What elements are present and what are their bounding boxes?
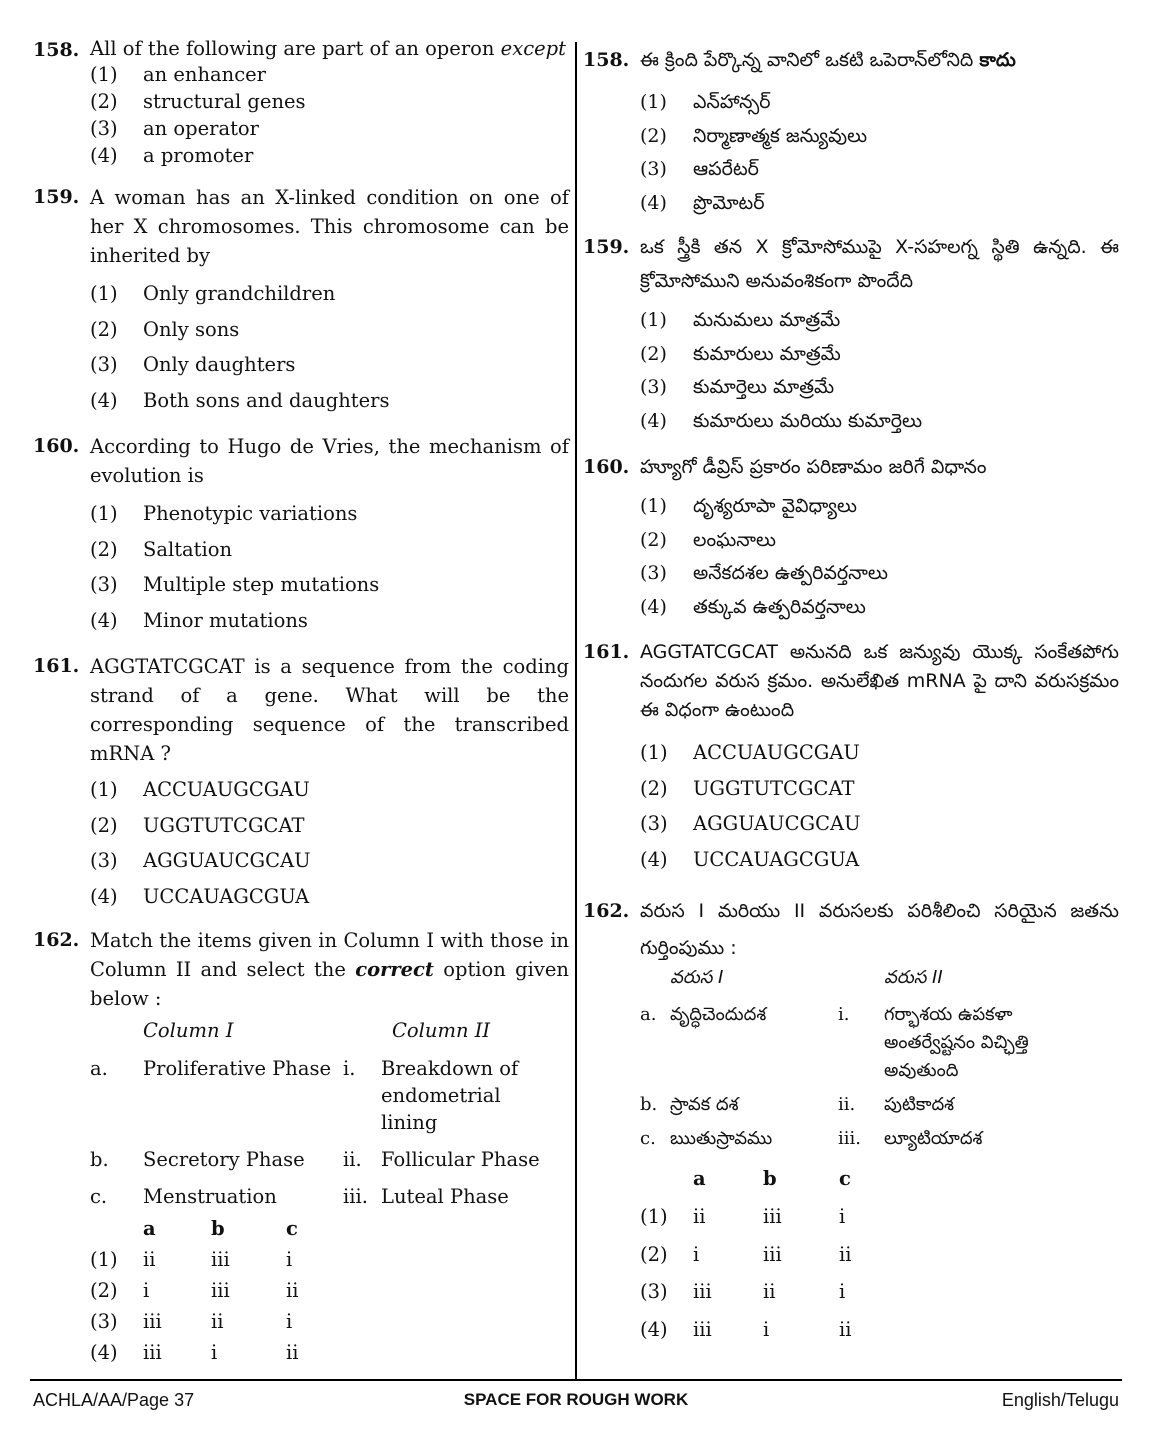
- emphasis: except: [500, 37, 566, 60]
- column-divider: [575, 42, 577, 1380]
- option: (2) Only sons: [90, 317, 240, 341]
- question-text: AGGTATCGCAT అనునది ఒక జన్యువు యొక్క సంకేతపోగు నందుగల వరుస క్రమం. అనులేఖిత mRNA పై దాని వరుసక్రమం ఈ విధంగా ఉంటుంది: [640, 641, 1119, 721]
- option: (1) Phenotypic variations: [90, 502, 358, 525]
- option: (4) UCCAUAGCGUA: [90, 884, 310, 908]
- option: (3) కుమార్తెలు మాత్రమే: [640, 376, 835, 398]
- option: (2) నిర్మాణాత్మక జన్యువులు: [640, 124, 868, 147]
- question-text: వరుస I మరియు II వరుసలకు పరిశీలించి సరియైన జతను గుర్తింపుము :: [640, 900, 1119, 959]
- footer-rule: [30, 1379, 1122, 1381]
- question-159: [33, 183, 569, 418]
- question-text: According to Hugo de Vries, the mechanism of evolution is: [90, 435, 569, 487]
- option: (4) a promoter: [90, 144, 254, 167]
- emphasis: correct: [355, 958, 434, 981]
- question-159-telugu: [583, 230, 1119, 438]
- answer-option: (2) i iii ii: [640, 1242, 852, 1266]
- question-number: 161.: [583, 641, 630, 663]
- telugu-column: [583, 36, 1119, 1355]
- option: (4) కుమారులు మరియు కుమార్తెలు: [640, 409, 923, 432]
- question-text: ఒక స్త్రీకి తన X క్రోమోసోముపై X-సహలగ్న స్థితి ఉన్నది. ఈ క్రోమోసోముని అనువంశికంగా పొందేది: [640, 236, 1119, 292]
- option: (3) AGGUAUCGCAU: [640, 812, 861, 835]
- question-number: 158.: [583, 49, 630, 71]
- match-table: [90, 1019, 541, 1217]
- option: (2) structural genes: [90, 90, 306, 113]
- option: (3) ఆపరేటర్: [640, 158, 759, 180]
- option: (4) ప్రొమోటర్: [640, 191, 765, 214]
- question-text: Match the items given in Column I with those in Column II and select the correct option given below :: [90, 929, 569, 1010]
- match-row: a. Proliferative Phase i. Breakdown of endometrial lining: [90, 1057, 519, 1134]
- option: (2) లంఘనాలు: [640, 528, 776, 551]
- question-text: హ్యూగో డీవ్రిస్ ప్రకారం పరిణామం జరిగే విధానం: [640, 456, 987, 478]
- option: (3) Only daughters: [90, 353, 296, 376]
- question-number: 162.: [583, 900, 630, 922]
- question-number: 160.: [33, 435, 80, 457]
- match-row: b. స్రావక దశ ii. పుటికాదశ: [640, 1094, 955, 1115]
- column-1-header: Column I: [143, 1019, 234, 1042]
- question-162-telugu: [583, 893, 1119, 1355]
- column-2-header: వరుస II: [884, 967, 943, 988]
- answer-table: a b c (1) ii iii i (2) i iii ii (3) iii ii i (4) iii i ii: [90, 1217, 298, 1372]
- question-162: [33, 926, 569, 1372]
- question-number: 160.: [583, 456, 630, 478]
- option: (1) an enhancer: [90, 63, 267, 86]
- option: (2) UGGTUTCGCAT: [640, 776, 855, 800]
- answer-option: (3) iii ii i: [90, 1310, 293, 1333]
- column-1-header: వరుస I: [670, 967, 724, 988]
- question-text: All of the following are part of an operon except: [90, 37, 566, 60]
- question-text: AGGTATCGCAT is a sequence from the coding strand of a gene. What will be the corresponding sequence of the transcribed mRNA ?: [90, 655, 569, 765]
- option: (1) దృశ్యరూపా వైవిధ్యాలు: [640, 495, 857, 517]
- question-text: ఈ క్రింది పేర్కొన్న వానిలో ఒకటి ఒపెరాన్‌లోనిది కాదు: [640, 49, 1016, 71]
- language-label: English/Telugu: [1001, 1390, 1119, 1410]
- answer-option: (3) iii ii i: [640, 1280, 846, 1303]
- column-2-header: Column II: [392, 1019, 491, 1042]
- question-number: 159.: [583, 236, 630, 258]
- match-table: [640, 967, 1074, 1159]
- option: (3) an operator: [90, 117, 259, 140]
- rough-work-label: SPACE FOR ROUGH WORK: [463, 1390, 689, 1409]
- match-row: c. Menstruation iii. Luteal Phase: [90, 1185, 509, 1208]
- question-number: 158.: [33, 39, 80, 61]
- answer-option: (4) iii i ii: [640, 1317, 852, 1341]
- match-row: a. వృద్ధిచెందుదశ i. గర్భాశయ ఉపకళా అంతర్వేష్టనం విచ్ఛిత్తి అవుతుంది: [640, 1004, 1029, 1081]
- answer-table: a b c (1) ii iii i (2) i iii ii (3) iii ii i (4) iii i ii: [640, 1167, 851, 1355]
- option: (2) Saltation: [90, 537, 233, 561]
- question-158: [33, 36, 569, 169]
- question-161: [33, 652, 569, 914]
- option: (1) ACCUAUGCGAU: [90, 778, 310, 801]
- answer-option: (1) ii iii i: [90, 1248, 293, 1271]
- question-160-telugu: [583, 450, 1119, 624]
- option: (1) ఎన్‌హాన్సర్: [640, 91, 771, 113]
- answer-option: (4) iii i ii: [90, 1341, 299, 1364]
- match-row: b. Secretory Phase ii. Follicular Phase: [90, 1148, 540, 1171]
- option: (1) ACCUAUGCGAU: [640, 741, 860, 764]
- option: (1) Only grandchildren: [90, 282, 336, 305]
- option: (3) అనేకదశల ఉత్పరివర్తనాలు: [640, 562, 888, 584]
- english-column: [33, 36, 569, 1372]
- option: (2) UGGTUTCGCAT: [90, 813, 305, 837]
- option: (2) కుమారులు మాత్రమే: [640, 342, 841, 365]
- option: (4) Both sons and daughters: [90, 388, 390, 412]
- page-id: ACHLA/AA/Page 37: [33, 1390, 195, 1410]
- option: (4) UCCAUAGCGUA: [640, 847, 860, 871]
- answer-option: (1) ii iii i: [640, 1205, 846, 1228]
- option: (1) మనుమలు మాత్రమే: [640, 309, 841, 331]
- question-number: 162.: [33, 929, 80, 951]
- option: (4) Minor mutations: [90, 608, 308, 632]
- answer-option: (2) i iii ii: [90, 1279, 299, 1302]
- option: (4) తక్కువ ఉత్పరివర్తనాలు: [640, 595, 866, 618]
- question-number: 159.: [33, 186, 80, 208]
- option: (3) AGGUAUCGCAU: [90, 849, 311, 872]
- emphasis: కాదు: [979, 49, 1016, 71]
- option: (3) Multiple step mutations: [90, 573, 380, 596]
- question-158-telugu: [583, 36, 1119, 220]
- question-161-telugu: [583, 638, 1119, 877]
- question-160: [33, 432, 569, 638]
- match-row: c. ఋతుస్రావము iii. ల్యూటియాదశ: [640, 1128, 983, 1149]
- question-number: 161.: [33, 655, 80, 677]
- question-text: A woman has an X-linked condition on one of her X chromosomes. This chromosome can be inherited by: [90, 186, 569, 267]
